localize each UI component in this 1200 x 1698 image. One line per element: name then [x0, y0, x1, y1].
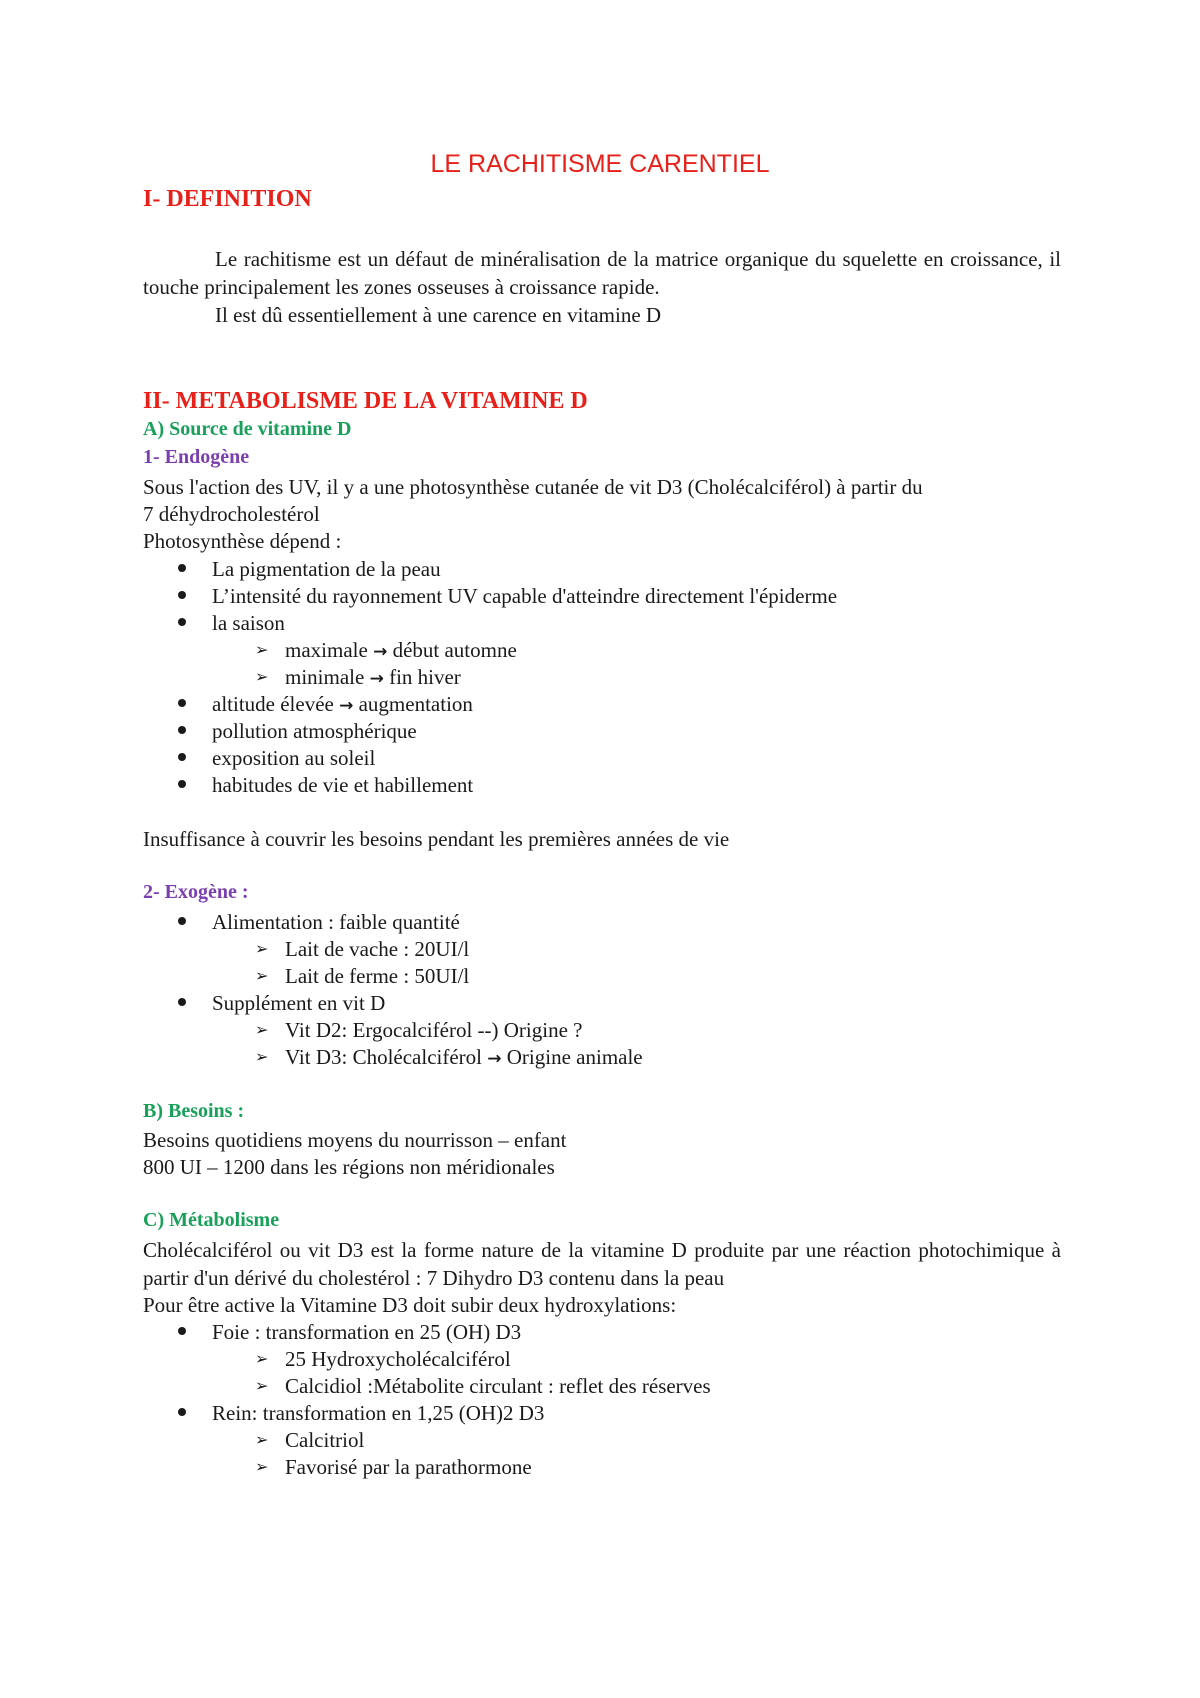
subsection-heading-source: A) Source de vitamine D [143, 418, 352, 440]
chevron-bullet-icon: ➢ [255, 640, 269, 659]
chevron-bullet-icon: ➢ [255, 966, 269, 985]
chevron-bullet-icon: ➢ [255, 1457, 269, 1476]
document-title: LE RACHITISME CARENTIEL [430, 150, 770, 178]
sub-list-item: ➢ Calcitriol [255, 1428, 365, 1452]
list-item: Rein: transformation en 1,25 (OH)2 D3 [178, 1399, 544, 1427]
sub-list-item: ➢ Vit D3: Cholécalciférol → Origine animale [255, 1045, 643, 1069]
subsection-heading-besoins: B) Besoins : [143, 1100, 245, 1122]
bullet-icon [178, 1408, 186, 1416]
chevron-bullet-icon: ➢ [255, 1349, 269, 1368]
chevron-bullet-icon: ➢ [255, 1047, 269, 1066]
subsection-heading-metabolisme: C) Métabolisme [143, 1209, 280, 1231]
sub-list-item: ➢ minimale → fin hiver [255, 665, 461, 689]
bullet-icon [178, 998, 186, 1006]
definition-paragraph-2: Il est dû essentiellement à une carence en vitamine D [215, 303, 662, 327]
subsubsection-heading-endogene: 1- Endogène [143, 446, 250, 468]
sub-list-item: ➢ Lait de vache : 20UI/l [255, 937, 470, 961]
bullet-icon [178, 726, 186, 734]
sub-list-item: ➢ Calcidiol :Métabolite circulant : reflet des réserves [255, 1374, 711, 1398]
besoins-line-2: 800 UI – 1200 dans les régions non méridionales [143, 1155, 555, 1179]
metabolisme-paragraph: Cholécalciférol ou vit D3 est la forme nature de la vitamine D produite par une réaction photochimique à partir d'un dérivé du cholestérol : 7 Dihydro D3 contenu dans la peau [143, 1238, 1061, 1290]
chevron-bullet-icon: ➢ [255, 1376, 269, 1395]
insuffisance-text: Insuffisance à couvrir les besoins pendant les premières années de vie [143, 827, 730, 851]
bullet-icon [178, 699, 186, 707]
chevron-bullet-icon: ➢ [255, 1430, 269, 1449]
section-heading-definition: I- DEFINITION [143, 186, 312, 212]
bullet-icon [178, 780, 186, 788]
bullet-icon [178, 753, 186, 761]
bullet-icon [178, 618, 186, 626]
right-arrow-icon: → [369, 669, 384, 689]
list-item: Foie : transformation en 25 (OH) D3 [178, 1318, 521, 1346]
bullet-icon [178, 917, 186, 925]
bullet-icon [178, 564, 186, 572]
sub-list-item: ➢ 25 Hydroxycholécalciférol [255, 1347, 511, 1371]
list-item: habitudes de vie et habillement [178, 771, 473, 799]
definition-paragraph: Le rachitisme est un défaut de minéralisation de la matrice organique du squelette en croissance, il touche principalement les zones osseuses à croissance rapide. [143, 247, 1061, 299]
bullet-icon [178, 1327, 186, 1335]
besoins-line-1: Besoins quotidiens moyens du nourrisson – enfant [143, 1128, 567, 1152]
list-item: exposition au soleil [178, 744, 375, 772]
right-arrow-icon: → [487, 1049, 502, 1069]
sub-list-item: ➢ maximale → début automne [255, 638, 517, 662]
sub-list-item: ➢ Favorisé par la parathormone [255, 1455, 532, 1479]
subsubsection-heading-exogene: 2- Exogène : [143, 881, 249, 903]
photosynthese-depend: Photosynthèse dépend : [143, 529, 342, 553]
list-item: La pigmentation de la peau [178, 555, 441, 583]
section-heading-metabolisme: II- METABOLISME DE LA VITAMINE D [143, 388, 588, 414]
chevron-bullet-icon: ➢ [255, 939, 269, 958]
right-arrow-icon: → [373, 642, 388, 662]
sub-list-item: ➢ Vit D2: Ergocalciférol --) Origine ? [255, 1018, 583, 1042]
list-item: Supplément en vit D [178, 989, 385, 1017]
list-item: Alimentation : faible quantité [178, 908, 460, 936]
endogene-text-line-1: Sous l'action des UV, il y a une photosynthèse cutanée de vit D3 (Cholécalciférol) à partir du [143, 475, 923, 499]
list-item: la saison [178, 609, 285, 637]
bullet-icon [178, 591, 186, 599]
list-item: L’intensité du rayonnement UV capable d'atteindre directement l'épiderme [178, 582, 837, 610]
right-arrow-icon: → [339, 696, 354, 716]
metabolisme-line-2: Pour être active la Vitamine D3 doit subir deux hydroxylations: [143, 1293, 677, 1317]
list-item: altitude élevée → augmentation [178, 690, 473, 720]
chevron-bullet-icon: ➢ [255, 667, 269, 686]
endogene-text-line-2: 7 déhydrocholestérol [143, 502, 320, 526]
chevron-bullet-icon: ➢ [255, 1020, 269, 1039]
sub-list-item: ➢ Lait de ferme : 50UI/l [255, 964, 470, 988]
list-item: pollution atmosphérique [178, 717, 417, 745]
